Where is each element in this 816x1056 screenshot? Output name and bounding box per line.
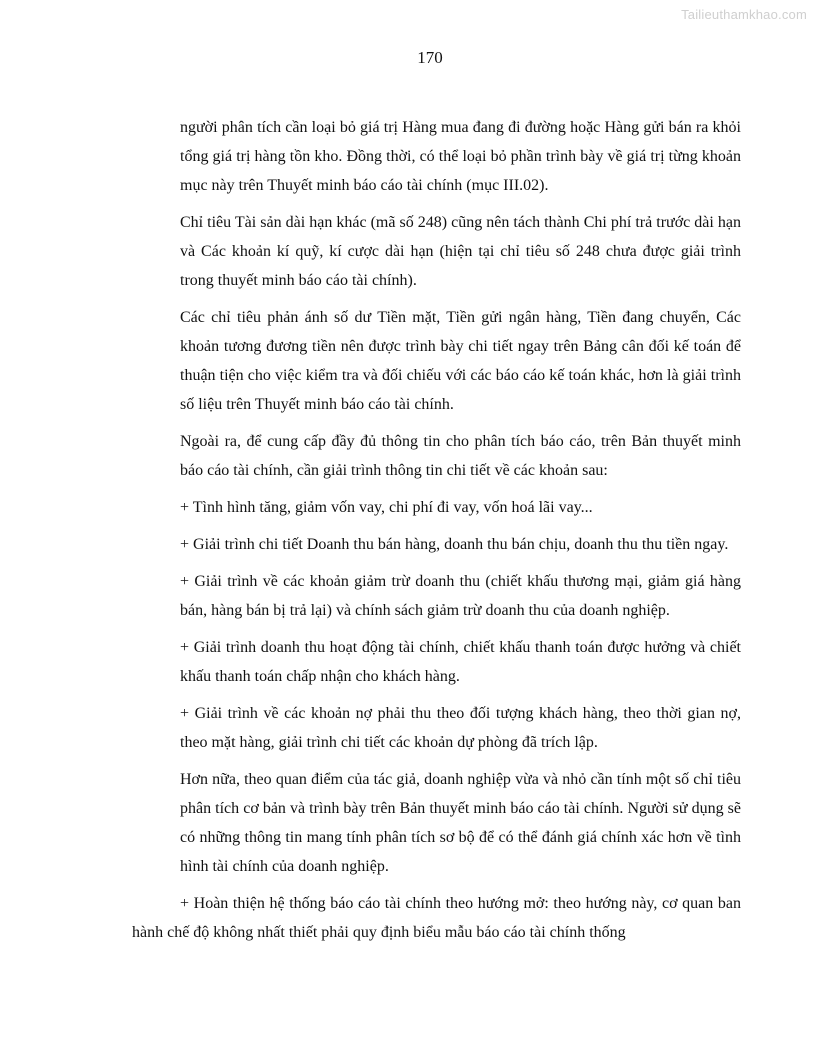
paragraph-2: Chỉ tiêu Tài sản dài hạn khác (mã số 248) cũng nên tách thành Chi phí trả trước dài hạn và Các khoản kí quỹ, kí cược dài hạn (hiện tại chỉ tiêu số 248 chưa được giải trình trong thuyết minh báo cáo tài chính).: [180, 214, 741, 289]
list-item-5: + Giải trình về các khoản nợ phải thu theo đối tượng khách hàng, theo thời gian nợ, theo mặt hàng, giải trình chi tiết các khoản dự phòng đã trích lập.: [180, 705, 741, 751]
paragraph-1: người phân tích cần loại bỏ giá trị Hàng mua đang đi đường hoặc Hàng gửi bán ra khỏi tổng giá trị hàng tồn kho. Đồng thời, có thể loại bỏ phần trình bày về giá trị từng khoản mục này trên Thuyết minh báo cáo tài chính (mục III.02).: [180, 119, 741, 194]
list-item-2: + Giải trình chi tiết Doanh thu bán hàng, doanh thu bán chịu, doanh thu thu tiền ngay.: [180, 536, 729, 553]
document-body: [132, 113, 741, 955]
list-item-3: + Giải trình về các khoản giảm trừ doanh thu (chiết khấu thương mại, giảm giá hàng bán, hàng bán bị trả lại) và chính sách giảm trừ doanh thu của doanh nghiệp.: [180, 573, 741, 619]
paragraph-5: Hơn nữa, theo quan điểm của tác giả, doanh nghiệp vừa và nhỏ cần tính một số chỉ tiêu phân tích cơ bản và trình bày trên Bản thuyết minh báo cáo tài chính. Người sử dụng sẽ có những thông tin mang tính phân tích sơ bộ để có thể đánh giá chính xác hơn về tình hình tài chính của doanh nghiệp.: [180, 771, 741, 875]
paragraph-4: Ngoài ra, để cung cấp đầy đủ thông tin cho phân tích báo cáo, trên Bản thuyết minh báo cáo tài chính, cần giải trình thông tin chi tiết về các khoản sau:: [180, 433, 741, 479]
page-number: 170: [417, 48, 443, 67]
list-item-1: + Tình hình tăng, giảm vốn vay, chi phí đi vay, vốn hoá lãi vay...: [180, 499, 593, 516]
paragraph-3: Các chỉ tiêu phản ánh số dư Tiền mặt, Tiền gửi ngân hàng, Tiền đang chuyển, Các khoản tương đương tiền nên được trình bày chi tiết ngay trên Bảng cân đối kế toán để thuận tiện cho việc kiểm tra và đối chiếu với các báo cáo kế toán khác, hơn là giải trình số liệu trên Thuyết minh báo cáo tài chính.: [180, 309, 741, 413]
paragraph-6: + Hoàn thiện hệ thống báo cáo tài chính theo hướng mở: theo hướng này, cơ quan ban hành chế độ không nhất thiết phải quy định biểu mẫu báo cáo tài chính thống: [132, 895, 741, 941]
watermark-text: Tailieuthamkhao.com: [681, 7, 807, 22]
list-item-4: + Giải trình doanh thu hoạt động tài chính, chiết khấu thanh toán được hưởng và chiết khấu thanh toán chấp nhận cho khách hàng.: [180, 639, 741, 685]
